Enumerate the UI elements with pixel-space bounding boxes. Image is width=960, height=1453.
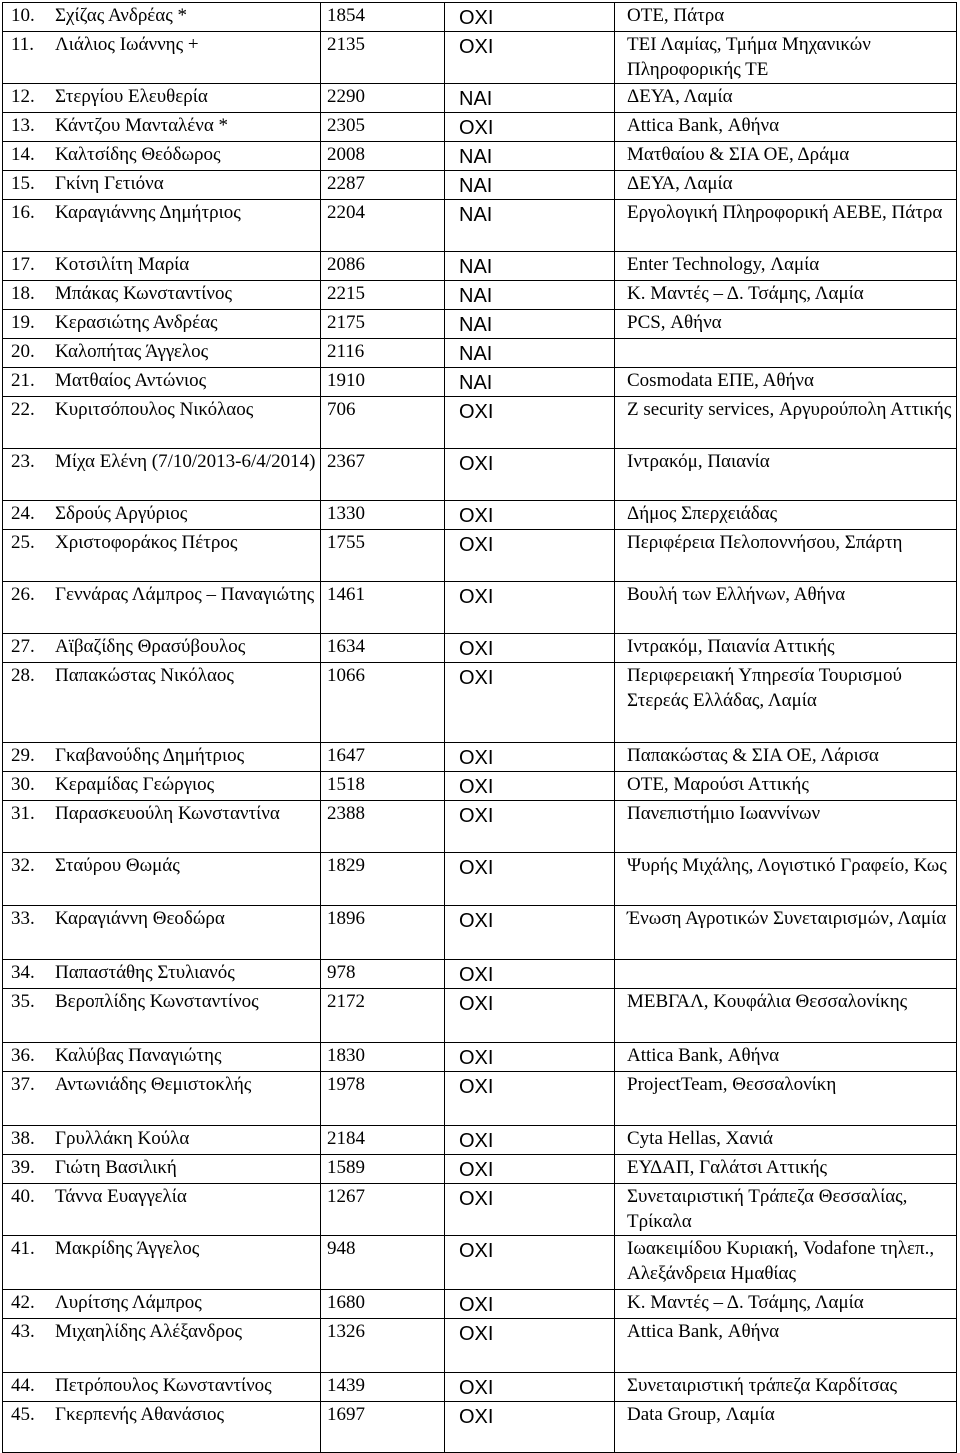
row-number: 27. <box>11 636 35 657</box>
row-number: 24. <box>11 503 35 524</box>
person-name: Κεραμίδας Γεώργιος <box>55 774 215 795</box>
person-name: Κοτσιλίτη Μαρία <box>55 254 190 275</box>
registration-code: 2008 <box>321 142 445 171</box>
registration-code: 2290 <box>321 84 445 113</box>
row-number: 28. <box>11 665 35 686</box>
registration-code: 978 <box>321 960 445 989</box>
workplace: ΤΕΙ Λαμίας, Τμήμα Μηχανικών Πληροφορικής ΤΕ <box>615 32 957 84</box>
name-cell <box>3 1072 321 1126</box>
row-number: 25. <box>11 532 35 553</box>
row-number: 20. <box>11 341 35 362</box>
name-cell <box>3 142 321 171</box>
registration-code: 1589 <box>321 1155 445 1184</box>
name-cell <box>3 84 321 113</box>
row-number: 23. <box>11 451 35 472</box>
workplace: Cyta Hellas, Χανιά <box>615 1126 957 1155</box>
status-flag: ΝΑΙ <box>445 200 615 252</box>
status-flag: ΟΧΙ <box>445 113 615 142</box>
status-flag: ΟΧΙ <box>445 1402 615 1453</box>
workplace: PCS, Αθήνα <box>615 310 957 339</box>
person-name: Μπάκας Κωνσταντίνος <box>55 283 232 304</box>
status-flag: ΟΧΙ <box>445 960 615 989</box>
workplace <box>615 960 957 989</box>
table-row <box>3 368 957 397</box>
table-row <box>3 1402 957 1453</box>
status-flag: ΝΑΙ <box>445 310 615 339</box>
registration-code: 2116 <box>321 339 445 368</box>
row-number: 40. <box>11 1186 35 1207</box>
workplace: ΔΕΥΑ, Λαμία <box>615 171 957 200</box>
name-cell <box>3 663 321 743</box>
table-row <box>3 530 957 582</box>
workplace: Περιφέρεια Πελοποννήσου, Σπάρτη <box>615 530 957 582</box>
registration-code: 1755 <box>321 530 445 582</box>
row-number: 13. <box>11 115 35 136</box>
status-flag: ΟΧΙ <box>445 1072 615 1126</box>
table-row <box>3 801 957 853</box>
registration-code: 1697 <box>321 1402 445 1453</box>
table-row <box>3 1236 957 1290</box>
registration-code: 1634 <box>321 634 445 663</box>
row-number: 11. <box>11 34 35 55</box>
person-name: Κυριτσόπουλος Νικόλαος <box>55 399 254 420</box>
row-number: 18. <box>11 283 35 304</box>
registration-code: 1680 <box>321 1290 445 1319</box>
row-number: 26. <box>11 584 35 605</box>
person-name: Στεργίου Ελευθερία <box>55 86 208 107</box>
workplace: ΟΤΕ, Μαρούσι Αττικής <box>615 772 957 801</box>
table-row <box>3 1319 957 1373</box>
registration-code: 1854 <box>321 3 445 32</box>
name-cell <box>3 1155 321 1184</box>
workplace: Z security services, Αργυρούπολη Αττικής <box>615 397 957 449</box>
status-flag: ΟΧΙ <box>445 1319 615 1373</box>
table-row <box>3 339 957 368</box>
table-row <box>3 1155 957 1184</box>
table-row <box>3 663 957 743</box>
registration-code: 1910 <box>321 368 445 397</box>
registration-code: 1896 <box>321 906 445 960</box>
status-flag: ΟΧΙ <box>445 1373 615 1402</box>
name-cell <box>3 32 321 84</box>
status-flag: ΟΧΙ <box>445 1236 615 1290</box>
workplace: Παπακώστας & ΣΙΑ ΟΕ, Λάρισα <box>615 743 957 772</box>
status-flag: ΝΑΙ <box>445 84 615 113</box>
workplace: Κ. Μαντές – Δ. Τσάμης, Λαμία <box>615 1290 957 1319</box>
person-name: Πετρόπουλος Κωνσταντίνος <box>55 1375 272 1396</box>
workplace: Ιωακειμίδου Κυριακή, Vodafone τηλεπ., Αλεξάνδρεια Ημαθίας <box>615 1236 957 1290</box>
name-cell <box>3 1184 321 1236</box>
person-name: Γκερπενής Αθανάσιος <box>55 1404 225 1425</box>
table-row <box>3 1072 957 1126</box>
name-cell <box>3 1043 321 1072</box>
table-row <box>3 252 957 281</box>
status-flag: ΟΧΙ <box>445 906 615 960</box>
name-cell <box>3 743 321 772</box>
workplace: Ματθαίου & ΣΙΑ ΟΕ, Δράμα <box>615 142 957 171</box>
table-row <box>3 84 957 113</box>
status-flag: ΟΧΙ <box>445 1290 615 1319</box>
registration-code: 2135 <box>321 32 445 84</box>
name-cell <box>3 960 321 989</box>
workplace: Attica Bank, Αθήνα <box>615 1319 957 1373</box>
name-cell <box>3 281 321 310</box>
person-name: Βεροπλίδης Κωνσταντίνος <box>55 991 259 1012</box>
row-number: 17. <box>11 254 35 275</box>
status-flag: ΟΧΙ <box>445 801 615 853</box>
person-name: Παπακώστας Νικόλαος <box>55 665 234 686</box>
person-name: Κερασιώτης Ανδρέας <box>55 312 218 333</box>
status-flag: ΟΧΙ <box>445 501 615 530</box>
person-name: Καλοπήτας Άγγελος <box>55 341 209 362</box>
registration-code: 2215 <box>321 281 445 310</box>
person-name: Σχίζας Ανδρέας * <box>55 5 188 26</box>
person-name: Αϊβαζίδης Θρασύβουλος <box>55 636 246 657</box>
row-number: 37. <box>11 1074 35 1095</box>
workplace: Attica Bank, Αθήνα <box>615 113 957 142</box>
registration-code: 1326 <box>321 1319 445 1373</box>
name-cell <box>3 989 321 1043</box>
status-flag: ΝΑΙ <box>445 171 615 200</box>
status-flag: ΟΧΙ <box>445 989 615 1043</box>
table-row <box>3 200 957 252</box>
row-number: 36. <box>11 1045 35 1066</box>
table-row <box>3 853 957 906</box>
workplace: Περιφερειακή Υπηρεσία Τουρισμού Στερεάς Ελλάδας, Λαμία <box>615 663 957 743</box>
registration-code: 2086 <box>321 252 445 281</box>
row-number: 35. <box>11 991 35 1012</box>
workplace: Κ. Μαντές – Δ. Τσάμης, Λαμία <box>615 281 957 310</box>
person-name: Παπαστάθης Στυλιανός <box>55 962 235 983</box>
workplace: Συνεταιριστική τράπεζα Καρδίτσας <box>615 1373 957 1402</box>
workplace: Πανεπιστήμιο Ιωαννίνων <box>615 801 957 853</box>
row-number: 21. <box>11 370 35 391</box>
row-number: 42. <box>11 1292 35 1313</box>
person-name: Σταύρου Θωμάς <box>55 855 180 876</box>
registration-code: 2204 <box>321 200 445 252</box>
person-name: Ματθαίος Αντώνιος <box>55 370 207 391</box>
person-name: Γκίνη Γετιόνα <box>55 173 164 194</box>
workplace: ΜΕΒΓΑΛ, Κουφάλια Θεσσαλονίκης <box>615 989 957 1043</box>
person-name: Γρυλλάκη Κούλα <box>55 1128 190 1149</box>
name-cell <box>3 339 321 368</box>
workplace: Ένωση Αγροτικών Συνεταιρισμών, Λαμία <box>615 906 957 960</box>
person-name: Κάντζου Μανταλένα * <box>55 115 229 136</box>
row-number: 45. <box>11 1404 35 1425</box>
table-row <box>3 310 957 339</box>
table-row <box>3 906 957 960</box>
row-number: 19. <box>11 312 35 333</box>
person-name: Μίχα Ελένη (7/10/2013-6/4/2014) <box>55 451 316 472</box>
table-row <box>3 634 957 663</box>
registration-code: 1829 <box>321 853 445 906</box>
person-name: Μιχαηλίδης Αλέξανδρος <box>55 1321 243 1342</box>
row-number: 34. <box>11 962 35 983</box>
status-flag: ΟΧΙ <box>445 1155 615 1184</box>
row-number: 43. <box>11 1321 35 1342</box>
name-cell <box>3 368 321 397</box>
status-flag: ΟΧΙ <box>445 634 615 663</box>
status-flag: ΟΧΙ <box>445 1126 615 1155</box>
name-cell <box>3 1290 321 1319</box>
status-flag: ΟΧΙ <box>445 1184 615 1236</box>
person-name: Γκαβανούδης Δημήτριος <box>55 745 245 766</box>
person-name: Χριστοφοράκος Πέτρος <box>55 532 238 553</box>
registration-code: 2175 <box>321 310 445 339</box>
registration-code: 1518 <box>321 772 445 801</box>
name-cell <box>3 853 321 906</box>
row-number: 33. <box>11 908 35 929</box>
name-cell <box>3 397 321 449</box>
table-row <box>3 1043 957 1072</box>
person-name: Αντωνιάδης Θεμιστοκλής <box>55 1074 252 1095</box>
person-name: Καραγιάννης Δημήτριος <box>55 202 241 223</box>
table-row <box>3 743 957 772</box>
status-flag: ΟΧΙ <box>445 32 615 84</box>
status-flag: ΟΧΙ <box>445 3 615 32</box>
workplace: Δήμος Σπερχειάδας <box>615 501 957 530</box>
row-number: 30. <box>11 774 35 795</box>
name-cell <box>3 801 321 853</box>
person-name: Λυρίτσης Λάμπρος <box>55 1292 202 1313</box>
workplace: Enter Technology, Λαμία <box>615 252 957 281</box>
table-row <box>3 1373 957 1402</box>
registration-code: 1066 <box>321 663 445 743</box>
person-name: Γιώτη Βασιλική <box>55 1157 177 1178</box>
row-number: 22. <box>11 399 35 420</box>
person-name: Λιάλιος Ιωάννης + <box>55 34 199 55</box>
status-flag: ΟΧΙ <box>445 663 615 743</box>
name-cell <box>3 772 321 801</box>
name-cell <box>3 449 321 501</box>
registration-code: 1978 <box>321 1072 445 1126</box>
name-cell <box>3 634 321 663</box>
workplace: Data Group, Λαμία <box>615 1402 957 1453</box>
status-flag: ΝΑΙ <box>445 281 615 310</box>
registration-code: 2287 <box>321 171 445 200</box>
workplace: Ιντρακόμ, Παιανία Αττικής <box>615 634 957 663</box>
row-number: 32. <box>11 855 35 876</box>
registration-code: 2388 <box>321 801 445 853</box>
registration-code: 1267 <box>321 1184 445 1236</box>
row-number: 31. <box>11 803 35 824</box>
workplace: ΟΤΕ, Πάτρα <box>615 3 957 32</box>
table-row <box>3 1184 957 1236</box>
name-cell <box>3 171 321 200</box>
row-number: 38. <box>11 1128 35 1149</box>
name-cell <box>3 1126 321 1155</box>
workplace: Cosmodata ΕΠΕ, Αθήνα <box>615 368 957 397</box>
name-cell <box>3 252 321 281</box>
table-body <box>3 3 957 1453</box>
students-table <box>2 2 957 1453</box>
status-flag: ΟΧΙ <box>445 582 615 634</box>
table-row <box>3 281 957 310</box>
table-row <box>3 501 957 530</box>
name-cell <box>3 1319 321 1373</box>
workplace: ΔΕΥΑ, Λαμία <box>615 84 957 113</box>
name-cell <box>3 530 321 582</box>
status-flag: ΟΧΙ <box>445 397 615 449</box>
row-number: 44. <box>11 1375 35 1396</box>
table-row <box>3 1126 957 1155</box>
person-name: Παρασκευούλη Κωνσταντίνα <box>55 803 280 824</box>
table-row <box>3 989 957 1043</box>
status-flag: ΟΧΙ <box>445 1043 615 1072</box>
registration-code: 706 <box>321 397 445 449</box>
table-row <box>3 960 957 989</box>
row-number: 16. <box>11 202 35 223</box>
status-flag: ΝΑΙ <box>445 142 615 171</box>
workplace: Ιντρακόμ, Παιανία <box>615 449 957 501</box>
table-row <box>3 1290 957 1319</box>
registration-code: 2305 <box>321 113 445 142</box>
registration-code: 1461 <box>321 582 445 634</box>
person-name: Σδρούς Αργύριος <box>55 503 188 524</box>
workplace: ΕΥΔΑΠ, Γαλάτσι Αττικής <box>615 1155 957 1184</box>
registration-code: 948 <box>321 1236 445 1290</box>
name-cell <box>3 906 321 960</box>
registration-code: 1330 <box>321 501 445 530</box>
workplace: ProjectTeam, Θεσσαλονίκη <box>615 1072 957 1126</box>
name-cell <box>3 1402 321 1453</box>
status-flag: ΝΑΙ <box>445 252 615 281</box>
status-flag: ΝΑΙ <box>445 368 615 397</box>
row-number: 10. <box>11 5 35 26</box>
person-name: Καλύβας Παναγιώτης <box>55 1045 222 1066</box>
registration-code: 1439 <box>321 1373 445 1402</box>
name-cell <box>3 582 321 634</box>
table-row <box>3 772 957 801</box>
name-cell <box>3 310 321 339</box>
status-flag: ΟΧΙ <box>445 772 615 801</box>
status-flag: ΟΧΙ <box>445 449 615 501</box>
name-cell <box>3 3 321 32</box>
person-name: Γεννάρας Λάμπρος – Παναγιώτης <box>55 584 315 605</box>
person-name: Καραγιάννη Θεοδώρα <box>55 908 225 929</box>
workplace: Attica Bank, Αθήνα <box>615 1043 957 1072</box>
row-number: 39. <box>11 1157 35 1178</box>
row-number: 41. <box>11 1238 35 1259</box>
registration-code: 2367 <box>321 449 445 501</box>
table-row <box>3 3 957 32</box>
person-name: Τάννα Ευαγγελία <box>55 1186 187 1207</box>
name-cell <box>3 200 321 252</box>
name-cell <box>3 1236 321 1290</box>
row-number: 29. <box>11 745 35 766</box>
table-row <box>3 32 957 84</box>
name-cell <box>3 113 321 142</box>
table-row <box>3 449 957 501</box>
row-number: 12. <box>11 86 35 107</box>
workplace: Ψυρής Μιχάλης, Λογιστικό Γραφείο, Κως <box>615 853 957 906</box>
table-row <box>3 142 957 171</box>
status-flag: ΟΧΙ <box>445 853 615 906</box>
name-cell <box>3 1373 321 1402</box>
registration-code: 2172 <box>321 989 445 1043</box>
table-row <box>3 582 957 634</box>
name-cell <box>3 501 321 530</box>
row-number: 15. <box>11 173 35 194</box>
person-name: Καλτσίδης Θεόδωρος <box>55 144 221 165</box>
status-flag: ΟΧΙ <box>445 530 615 582</box>
workplace: Εργολογική Πληροφορική ΑΕΒΕ, Πάτρα <box>615 200 957 252</box>
table-row <box>3 171 957 200</box>
table-row <box>3 113 957 142</box>
workplace: Βουλή των Ελλήνων, Αθήνα <box>615 582 957 634</box>
status-flag: ΟΧΙ <box>445 743 615 772</box>
workplace: Συνεταιριστική Τράπεζα Θεσσαλίας, Τρίκαλα <box>615 1184 957 1236</box>
registration-code: 1647 <box>321 743 445 772</box>
workplace <box>615 339 957 368</box>
person-name: Μακρίδης Άγγελος <box>55 1238 200 1259</box>
row-number: 14. <box>11 144 35 165</box>
table-row <box>3 397 957 449</box>
registration-code: 2184 <box>321 1126 445 1155</box>
registration-code: 1830 <box>321 1043 445 1072</box>
status-flag: ΝΑΙ <box>445 339 615 368</box>
